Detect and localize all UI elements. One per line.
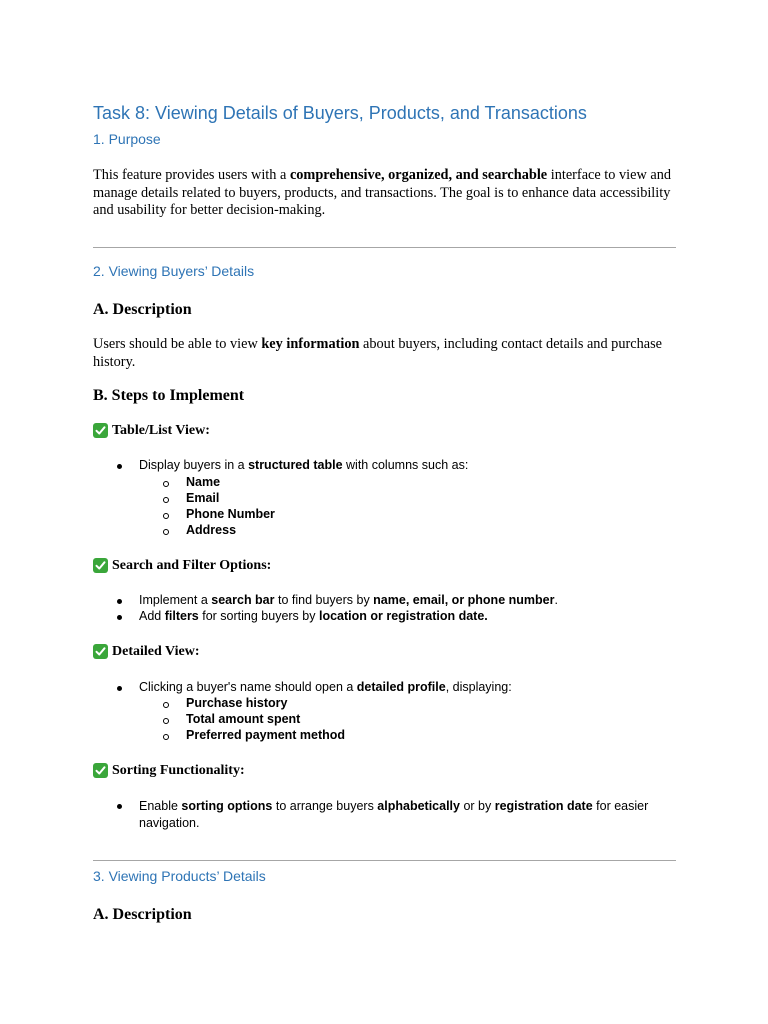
search-bullet — [139, 593, 558, 607]
column-item: Email — [186, 491, 220, 505]
steps-heading: B. Steps to Implement — [93, 387, 245, 404]
buyers-desc-bold: key information — [261, 336, 360, 352]
sub-bullet-icon — [163, 734, 169, 740]
table-view-heading: Table/List View: — [112, 423, 210, 438]
sub-bullet-icon — [163, 497, 169, 503]
purpose-bold-text: comprehensive, organized, and searchable — [289, 167, 548, 183]
bullet-icon — [117, 686, 122, 691]
bullet-text: to find buyers by — [274, 593, 374, 607]
checkmark-icon — [93, 644, 108, 659]
divider-1 — [93, 247, 676, 248]
bullet-icon — [117, 464, 122, 469]
buyers-description-paragraph — [93, 336, 683, 371]
column-item: Name — [186, 475, 221, 489]
profile-item: Preferred payment method — [186, 728, 346, 742]
detailed-view-bullet — [139, 680, 512, 694]
products-description-heading: A. Description — [93, 906, 192, 923]
bullet-text: Implement a — [139, 593, 212, 607]
buyers-description-heading: A. Description — [93, 301, 192, 318]
detailed-view-heading: Detailed View: — [112, 644, 200, 659]
bullet-text: Clicking a buyer's name should open a — [139, 680, 357, 694]
purpose-text-end: interface to view and manage details related to buyers, products, and transactions. The goal is to enhance data accessibility and usability for better decision-making. — [93, 167, 672, 218]
bullet-text-end: , displaying: — [445, 680, 512, 694]
section-heading-purpose: 1. Purpose — [93, 131, 161, 147]
bullet-text-end: with columns such as: — [342, 458, 469, 472]
checkmark-icon — [93, 423, 108, 438]
bullet-bold: location or registration date. — [318, 609, 488, 623]
sorting-heading: Sorting Functionality: — [112, 763, 245, 778]
bullet-text: Add — [139, 609, 165, 623]
profile-item: Total amount spent — [186, 712, 301, 726]
sorting-bullet — [139, 798, 669, 831]
profile-item: Purchase history — [186, 696, 288, 710]
bullet-bold: name, email, or phone number — [373, 593, 555, 607]
bullet-bold: sorting options — [181, 799, 273, 813]
buyers-desc-text: Users should be able to view — [93, 336, 262, 352]
bullet-icon — [117, 615, 122, 620]
bullet-bold: structured table — [248, 458, 343, 472]
bullet-bold: alphabetically — [377, 799, 460, 813]
sub-bullet-icon — [163, 702, 169, 708]
checkmark-icon — [93, 558, 108, 573]
sub-bullet-icon — [163, 481, 169, 487]
column-item: Address — [186, 523, 237, 537]
bullet-text: to arrange buyers — [272, 799, 378, 813]
sub-bullet-icon — [163, 529, 169, 535]
sub-bullet-icon — [163, 718, 169, 724]
purpose-text: This feature provides users with a — [93, 167, 290, 183]
table-view-bullet — [139, 458, 468, 472]
purpose-paragraph — [93, 167, 683, 220]
section-heading-products: 3. Viewing Products’ Details — [93, 868, 266, 884]
bullet-bold: filters — [164, 609, 199, 623]
divider-2 — [93, 860, 676, 861]
bullet-text: Display buyers in a — [139, 458, 249, 472]
bullet-icon — [117, 599, 122, 604]
bullet-text: Enable — [139, 799, 182, 813]
section-heading-buyers: 2. Viewing Buyers’ Details — [93, 263, 255, 279]
search-filter-heading: Search and Filter Options: — [112, 558, 272, 573]
filter-bullet — [139, 609, 488, 623]
bullet-bold: detailed profile — [356, 680, 446, 694]
bullet-bold: registration date — [494, 799, 593, 813]
bullet-text-end: . — [554, 593, 558, 607]
page-title: Task 8: Viewing Details of Buyers, Products, and Transactions — [93, 103, 587, 123]
bullet-bold: search bar — [211, 593, 275, 607]
bullet-icon — [117, 804, 122, 809]
bullet-text: for sorting buyers by — [198, 609, 319, 623]
column-item: Phone Number — [186, 507, 275, 521]
checkmark-icon — [93, 763, 108, 778]
buyers-desc-text-end: about buyers, including contact details and purchase history. — [93, 336, 662, 370]
sub-bullet-icon — [163, 513, 169, 519]
bullet-text: or by — [459, 799, 495, 813]
bullet-text-end: for easier navigation. — [139, 799, 649, 830]
